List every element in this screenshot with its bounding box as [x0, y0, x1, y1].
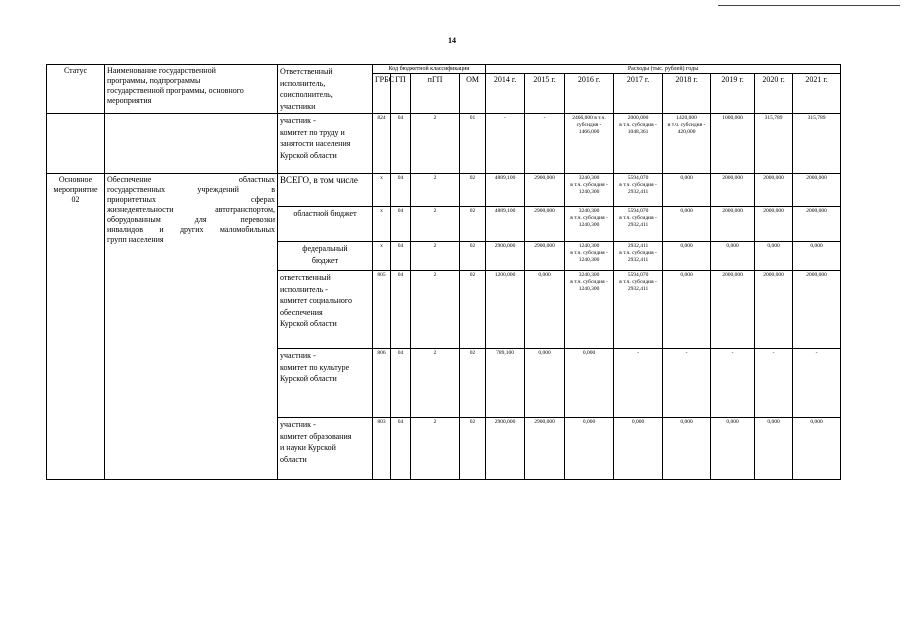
year-column-header: 2021 г. — [793, 74, 841, 114]
amount-line: 2000,000 — [806, 175, 827, 181]
amount-cell — [486, 242, 525, 271]
executor-header-line: исполнитель, — [280, 78, 326, 88]
amount-cell — [486, 114, 525, 174]
code-cell: 805 — [373, 271, 391, 349]
executor-cell — [278, 174, 373, 207]
amount-line: 0,000 — [680, 419, 693, 425]
code-cell: 2 — [411, 418, 460, 480]
code-cell: 04 — [391, 207, 411, 242]
executor-cell — [278, 207, 373, 242]
amount-cell — [565, 271, 614, 349]
amount-cell — [565, 207, 614, 242]
amount-cell — [525, 114, 565, 174]
measure-name-line: приоритетных сферах — [107, 195, 275, 204]
amount-line: - — [504, 115, 506, 121]
amount-line: 2466,000 в т.ч. — [572, 115, 606, 121]
name-header-line: Наименование государственной — [107, 66, 216, 75]
measure-name-line: жизнедеятельности автотранспортом, — [107, 205, 275, 214]
amount-cell — [614, 174, 663, 207]
amount-cell — [793, 418, 841, 480]
year-column-header: 2015 г. — [525, 74, 565, 114]
code-cell: 01 — [460, 114, 486, 174]
amount-cell — [711, 418, 755, 480]
amount-line: 0,000 — [538, 350, 551, 356]
executor-cell — [278, 418, 373, 480]
code-cell: 02 — [460, 271, 486, 349]
amount-cell — [614, 114, 663, 174]
code-column-header: ГРБС — [373, 74, 391, 114]
executor-line: Курской области — [280, 374, 337, 383]
code-cell: 04 — [391, 114, 411, 174]
amount-line: 4889,100 — [494, 208, 516, 214]
amount-line: - — [685, 350, 688, 356]
code-cell: 806 — [373, 349, 391, 418]
amount-cell — [565, 114, 614, 174]
code-cell: 02 — [460, 174, 486, 207]
executor-line: комитет образования — [280, 431, 352, 441]
amount-cell — [486, 271, 525, 349]
executor-cell — [278, 349, 373, 418]
measure-status-line: Основное — [58, 175, 93, 184]
amount-line: 1466,000 — [578, 129, 600, 135]
amount-cell — [755, 349, 793, 418]
amount-line: 2900,000 — [534, 175, 555, 181]
code-cell: х — [373, 174, 391, 207]
amount-cell — [755, 242, 793, 271]
table-row — [47, 114, 841, 174]
amount-cell — [793, 242, 841, 271]
measure-name-line: оборудованным для перевозки — [107, 215, 275, 224]
code-cell: 04 — [391, 418, 411, 480]
amount-line: 2000,000 — [627, 115, 649, 121]
amount-line: 1200,000 — [494, 272, 516, 278]
amount-cell — [614, 418, 663, 480]
code-column-header: ГП — [391, 74, 411, 114]
code-cell: 02 — [460, 418, 486, 480]
amount-line: 2000,000 — [722, 175, 743, 181]
amount-line: 0,000 — [680, 175, 693, 181]
year-column-header: 2014 г. — [486, 74, 525, 114]
amount-line: 2000,000 — [763, 208, 784, 214]
amount-cell — [614, 349, 663, 418]
code-cell: 02 — [460, 242, 486, 271]
amount-line: в т.ч. субсидия - — [570, 182, 608, 188]
amount-line: - — [772, 350, 775, 356]
amount-line: 2900,000 — [534, 243, 555, 249]
amount-line: 0,000 — [767, 419, 780, 425]
amount-line: - — [543, 115, 546, 121]
amount-line: в т.ч. субсидия - — [667, 122, 706, 128]
amount-cell — [711, 114, 755, 174]
amount-line: 789,100 — [496, 350, 514, 356]
amount-cell — [663, 271, 711, 349]
status-cell — [47, 114, 105, 174]
amount-cell — [793, 349, 841, 418]
amount-cell — [663, 114, 711, 174]
executor-line: бюджет — [311, 255, 339, 265]
amount-line: - — [637, 350, 639, 356]
amount-cell — [755, 174, 793, 207]
code-cell: 2 — [411, 271, 460, 349]
executor-line: Курской области — [280, 319, 337, 328]
amount-cell — [525, 349, 565, 418]
amount-cell — [565, 242, 614, 271]
amount-cell — [525, 242, 565, 271]
amount-cell — [525, 207, 565, 242]
amount-line: субсидия - — [576, 122, 602, 128]
amount-line: 5594,070 — [627, 208, 649, 214]
executor-line: обеспечения — [280, 307, 323, 317]
amount-cell — [486, 349, 525, 418]
measure-name-line: государственных учреждений в — [107, 185, 275, 194]
code-cell: 803 — [373, 418, 391, 480]
top-rule — [718, 5, 900, 6]
code-column-header: пГП — [411, 74, 460, 114]
amount-cell — [663, 174, 711, 207]
amount-line: 2000,000 — [722, 208, 743, 214]
amount-cell — [565, 349, 614, 418]
amount-line: в т.ч. субсидия - — [619, 250, 657, 256]
code-cell: 04 — [391, 242, 411, 271]
executor-line: исполнитель - — [280, 284, 328, 294]
code-cell: 04 — [391, 271, 411, 349]
amount-cell — [614, 271, 663, 349]
amount-cell — [755, 114, 793, 174]
expenses-group-header: Расходы (тыс. рублей) годы — [486, 65, 841, 74]
amount-cell — [663, 349, 711, 418]
amount-cell — [525, 271, 565, 349]
amount-cell — [663, 418, 711, 480]
measure-name-cell — [105, 174, 278, 480]
executor-line: ВСЕГО, в том числе — [280, 175, 358, 185]
measure-status-cell — [47, 174, 105, 480]
amount-cell — [793, 174, 841, 207]
year-column-header: 2016 г. — [565, 74, 614, 114]
budget-table — [46, 64, 841, 480]
amount-line: 0,000 — [680, 208, 693, 214]
amount-line: 420,000 — [677, 129, 696, 135]
amount-line: 4889,100 — [494, 175, 516, 181]
amount-line: 0,000 — [680, 272, 693, 278]
amount-line: 0,000 — [810, 243, 823, 249]
amount-cell — [525, 418, 565, 480]
executor-cell — [278, 242, 373, 271]
amount-cell — [614, 207, 663, 242]
executor-line: участник - — [280, 351, 316, 360]
amount-cell — [663, 207, 711, 242]
amount-line: 1240,300 — [578, 243, 600, 249]
amount-line: 1240,300 — [578, 286, 600, 292]
amount-line: 2932,411 — [627, 286, 649, 292]
amount-cell — [793, 114, 841, 174]
code-cell: 2 — [411, 349, 460, 418]
status-header: Статус — [47, 65, 105, 114]
amount-line: 0,000 — [726, 243, 739, 249]
code-cell: 2 — [411, 242, 460, 271]
amount-line: в т.ч. субсидия - — [570, 215, 608, 221]
page-number: 14 — [448, 36, 456, 45]
amount-line: 2900,000 — [534, 208, 555, 214]
year-column-header: 2018 г. — [663, 74, 711, 114]
amount-cell — [711, 271, 755, 349]
code-cell: 04 — [391, 174, 411, 207]
code-cell: 2 — [411, 174, 460, 207]
executor-cell — [278, 114, 373, 174]
amount-line: 0,000 — [767, 243, 780, 249]
executor-line: ответственный — [280, 273, 331, 282]
amount-line: в т.ч. субсидия - — [619, 122, 657, 128]
amount-line: 1000,000 — [722, 115, 743, 121]
name-header-line: программы, подпрограммы — [107, 76, 201, 85]
amount-line: 2932,411 — [627, 243, 649, 249]
code-cell: 02 — [460, 349, 486, 418]
amount-line: 2932,411 — [627, 189, 649, 195]
code-column-header: ОМ — [460, 74, 486, 114]
year-column-header: 2020 г. — [755, 74, 793, 114]
amount-line: 315,789 — [764, 115, 783, 121]
code-cell: 2 — [411, 207, 460, 242]
amount-cell — [663, 242, 711, 271]
executor-line: областной бюджет — [293, 209, 357, 218]
year-column-header: 2017 г. — [614, 74, 663, 114]
amount-line: 1240,300 — [578, 222, 600, 228]
amount-line: 2900,000 — [494, 243, 516, 249]
amount-line: 2000,000 — [763, 272, 784, 278]
amount-line: 2000,000 — [806, 208, 827, 214]
amount-line: 0,000 — [631, 419, 645, 425]
amount-cell — [486, 174, 525, 207]
amount-cell — [755, 418, 793, 480]
amount-cell — [711, 349, 755, 418]
code-cell: 824 — [373, 114, 391, 174]
amount-line: 3240,300 — [578, 175, 600, 181]
amount-line: в т.ч. субсидия - — [570, 250, 608, 256]
code-cell: 02 — [460, 207, 486, 242]
amount-line: 315,789 — [807, 115, 826, 121]
amount-line: 2000,000 — [806, 272, 827, 278]
table-row — [47, 174, 841, 207]
header-row-group — [47, 65, 841, 74]
amount-line: 0,000 — [582, 419, 596, 425]
name-header-line: государственной программы, основного — [107, 86, 244, 95]
name-header-line: мероприятия — [107, 96, 152, 105]
amount-cell — [793, 207, 841, 242]
amount-cell — [525, 174, 565, 207]
amount-cell — [793, 271, 841, 349]
amount-line: 0,000 — [810, 419, 823, 425]
amount-cell — [755, 271, 793, 349]
executor-line: участник - — [280, 116, 316, 125]
budget-code-group-header: Код бюджетной классификации — [373, 65, 486, 74]
amount-line: 1240,300 — [578, 189, 600, 195]
amount-line: 1240,300 — [578, 257, 600, 263]
amount-line: - — [815, 350, 818, 356]
amount-cell — [486, 418, 525, 480]
year-column-header: 2019 г. — [711, 74, 755, 114]
executor-header-line: участники — [280, 101, 316, 111]
amount-line: 0,000 — [726, 419, 739, 425]
amount-line: 5594,070 — [627, 175, 649, 181]
executor-line: комитет по труду и — [280, 127, 345, 137]
amount-line: 1048,361 — [627, 129, 649, 135]
measure-name-line: Обеспечение областных — [107, 175, 275, 184]
amount-cell — [565, 418, 614, 480]
code-cell: х — [373, 207, 391, 242]
amount-line: 5594,070 — [627, 272, 649, 278]
executor-line: и науки Курской — [280, 443, 336, 452]
executor-header-line: Ответственный — [280, 67, 333, 76]
amount-line: 2900,000 — [534, 419, 555, 425]
name-header — [105, 65, 278, 114]
code-cell: 04 — [391, 349, 411, 418]
code-cell: 2 — [411, 114, 460, 174]
amount-cell — [486, 207, 525, 242]
measure-name-line: групп населения — [107, 235, 164, 244]
executor-line: занятости населения — [280, 139, 351, 148]
amount-line: 3240,300 — [578, 272, 600, 278]
executor-line: области — [280, 454, 307, 464]
measure-name-line: инвалидов и других маломобильных — [107, 225, 275, 234]
amount-cell — [711, 207, 755, 242]
amount-line: - — [731, 350, 734, 356]
executor-cell — [278, 271, 373, 349]
amount-line: 0,000 — [538, 272, 551, 278]
executor-line: комитет социального — [280, 296, 352, 305]
amount-line: в т.ч. субсидия - — [570, 279, 608, 285]
amount-cell — [711, 174, 755, 207]
amount-line: 2932,411 — [627, 257, 649, 263]
amount-line: 0,000 — [582, 350, 596, 356]
executor-header-line: соисполнитель, — [280, 90, 333, 99]
executor-line: участник - — [280, 420, 316, 429]
amount-cell — [755, 207, 793, 242]
amount-line: 2900,000 — [494, 419, 516, 425]
amount-cell — [565, 174, 614, 207]
amount-line: в т.ч. субсидия - — [619, 279, 657, 285]
amount-line: в т.ч. субсидия - — [619, 215, 657, 221]
amount-line: 3240,300 — [578, 208, 600, 214]
amount-line: 2932,411 — [627, 222, 649, 228]
executor-line: Курской области — [280, 150, 337, 160]
name-cell — [105, 114, 278, 174]
measure-status-line: 02 — [71, 195, 80, 204]
amount-line: 2000,000 — [722, 272, 743, 278]
executor-line: федеральный — [302, 244, 348, 253]
executor-header — [278, 65, 373, 114]
amount-cell — [614, 242, 663, 271]
amount-line: 2000,000 — [763, 175, 784, 181]
executor-line: комитет по культуре — [280, 362, 350, 372]
amount-line: 1420,000 — [676, 115, 697, 121]
amount-line: в т.ч. субсидия - — [619, 182, 657, 188]
code-cell: х — [373, 242, 391, 271]
measure-status-line: мероприятие — [53, 185, 98, 194]
amount-line: 0,000 — [680, 243, 693, 249]
amount-cell — [711, 242, 755, 271]
